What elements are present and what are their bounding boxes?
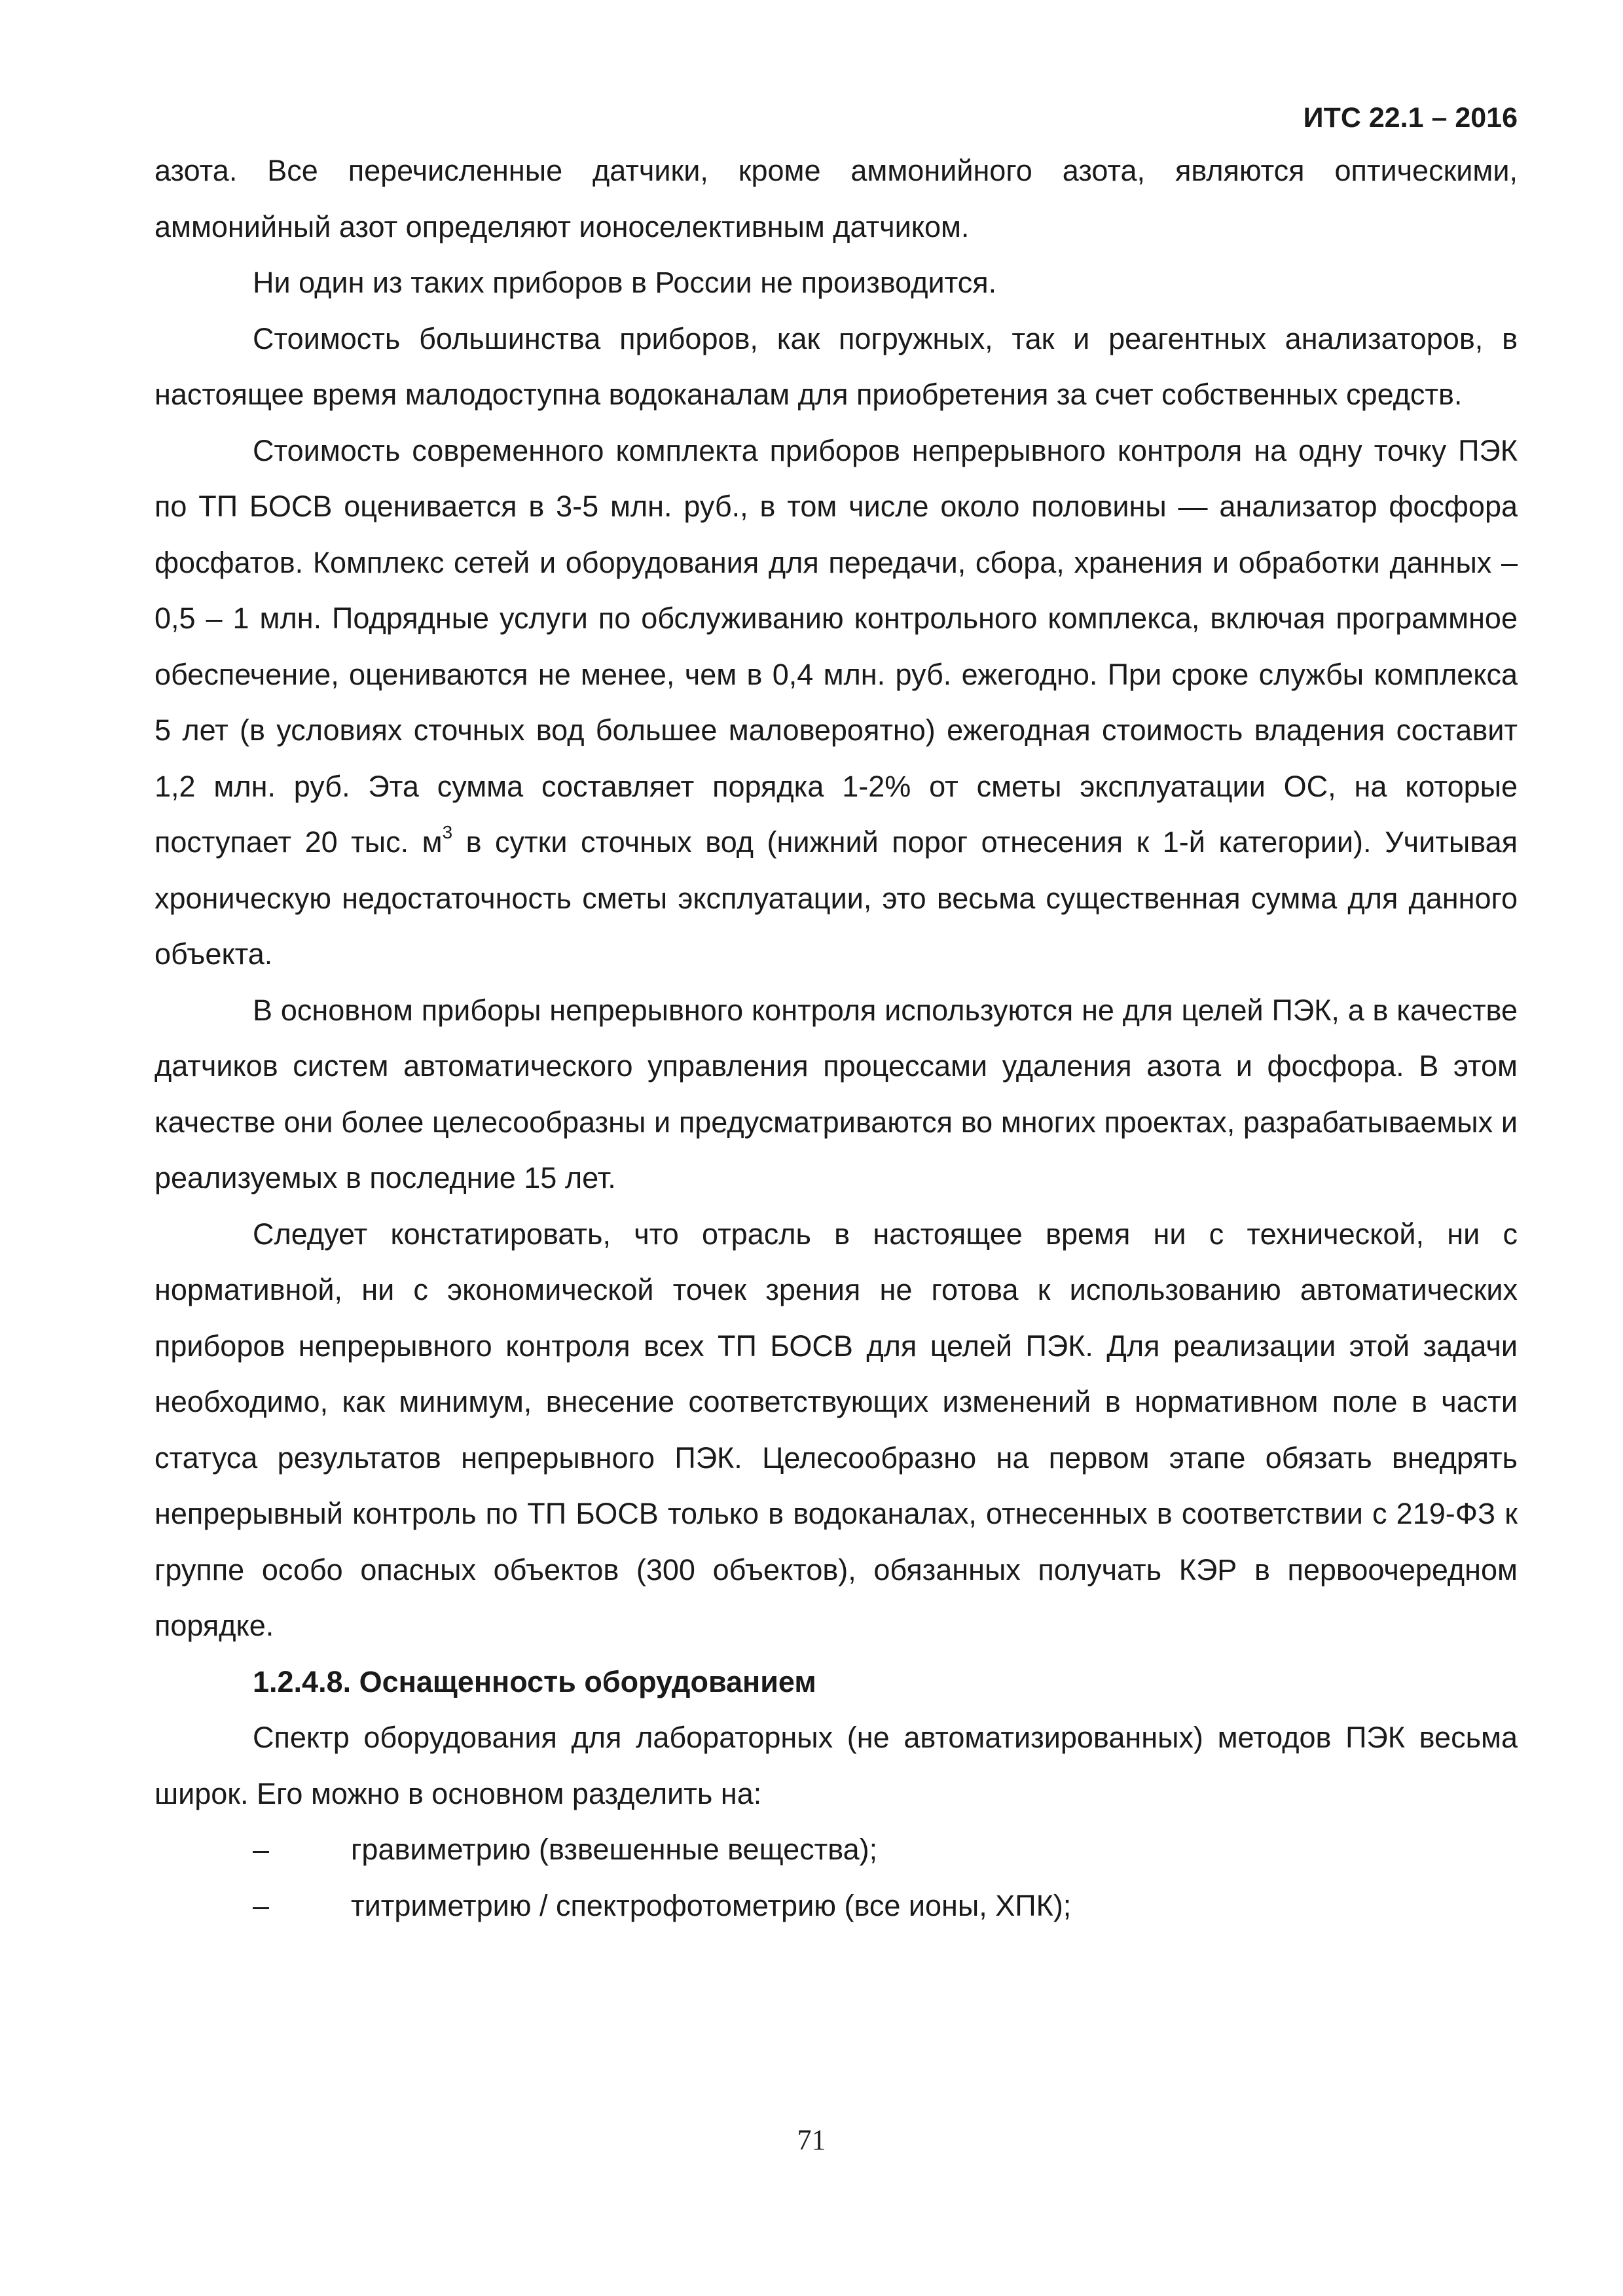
paragraph-equipment-intro: Спектр оборудования для лабораторных (не автоматизированных) методов ПЭК весьма широк. Его можно в основном разделить на: bbox=[155, 1721, 1518, 1810]
list-item-text: гравиметрию (взвешенные вещества); bbox=[351, 1833, 878, 1866]
section-heading: 1.2.4.8. Оснащенность оборудованием bbox=[253, 1664, 816, 1698]
document-body bbox=[155, 143, 1518, 1933]
cubic-superscript: 3 bbox=[442, 822, 453, 843]
list-item-text: титриметрию / спектрофотометрию (все ионы, ХПК); bbox=[351, 1888, 1072, 1922]
list-dash-marker: – bbox=[253, 1888, 270, 1922]
paragraph-no-russian-production: Ни один из таких приборов в России не производится. bbox=[253, 266, 997, 299]
paragraph-device-cost: Стоимость большинства приборов, как погружных, так и реагентных анализаторов, в настоящее время малодоступна водоканалам для приобретения за счет собственных средств. bbox=[155, 321, 1518, 411]
paragraph-complex-cost-part2: в сутки сточных вод (нижний порог отнесения к 1-й категории). Учитывая хроническую недостаточность сметы эксплуатации, это весьма существенная сумма для данного объекта. bbox=[155, 825, 1518, 971]
document-code-header: ИТС 22.1 – 2016 bbox=[1303, 102, 1518, 134]
paragraph-continuation: азота. Все перечисленные датчики, кроме аммонийного азота, являются оптическими, аммонийный азот определяют ионоселективным датчиком. bbox=[155, 154, 1518, 243]
page-number: 71 bbox=[797, 2124, 826, 2156]
list-item bbox=[155, 1821, 1518, 1878]
paragraph-industry-readiness: Следует констатировать, что отрасль в настоящее время ни с технической, ни с нормативной, ни с экономической точек зрения не готова к использованию автоматических приборов непрерывного контроля всех ТП БОСВ для целей ПЭК. Для реализации этой задачи необходимо, как минимум, внесение соответствующих изменений в нормативном поле в части статуса результатов непрерывного ПЭК. Целесообразно на первом этапе обязать внедрять непрерывный контроль по ТП БОСВ только в водоканалах, отнесенных в соответствии с 219-ФЗ к группе особо опасных объектов (300 объектов), обязанных получать КЭР в первоочередном порядке. bbox=[155, 1217, 1518, 1642]
paragraph-complex-cost-part1: Стоимость современного комплекта приборов непрерывного контроля на одну точку ПЭК по ТП БОСВ оценивается в 3-5 млн. руб., в том числе около половины — анализатор фосфора фосфатов. Комплекс сетей и оборудования для передачи, сбора, хранения и обработки данных – 0,5 – 1 млн. Подрядные услуги по обслуживанию контрольного комплекса, включая программное обеспечение, оцениваются не менее, чем в 0,4 млн. руб. ежегодно. При сроке службы комплекса 5 лет (в условиях сточных вод большее маловероятно) ежегодная стоимость владения составит 1,2 млн. руб. Эта сумма составляет порядка 1-2% от сметы эксплуатации ОС, на которые поступает 20 тыс. м bbox=[155, 433, 1518, 859]
document-page bbox=[155, 98, 1518, 1933]
list-dash-marker: – bbox=[253, 1833, 270, 1866]
list-item bbox=[155, 1878, 1518, 1934]
paragraph-complex-cost bbox=[155, 423, 1518, 982]
paragraph-usage-purpose: В основном приборы непрерывного контроля используются не для целей ПЭК, а в качестве датчиков систем автоматического управления процессами удаления азота и фосфора. В этом качестве они более целесообразны и предусматриваются во многих проектах, разрабатываемых и реализуемых в последние 15 лет. bbox=[155, 993, 1518, 1194]
